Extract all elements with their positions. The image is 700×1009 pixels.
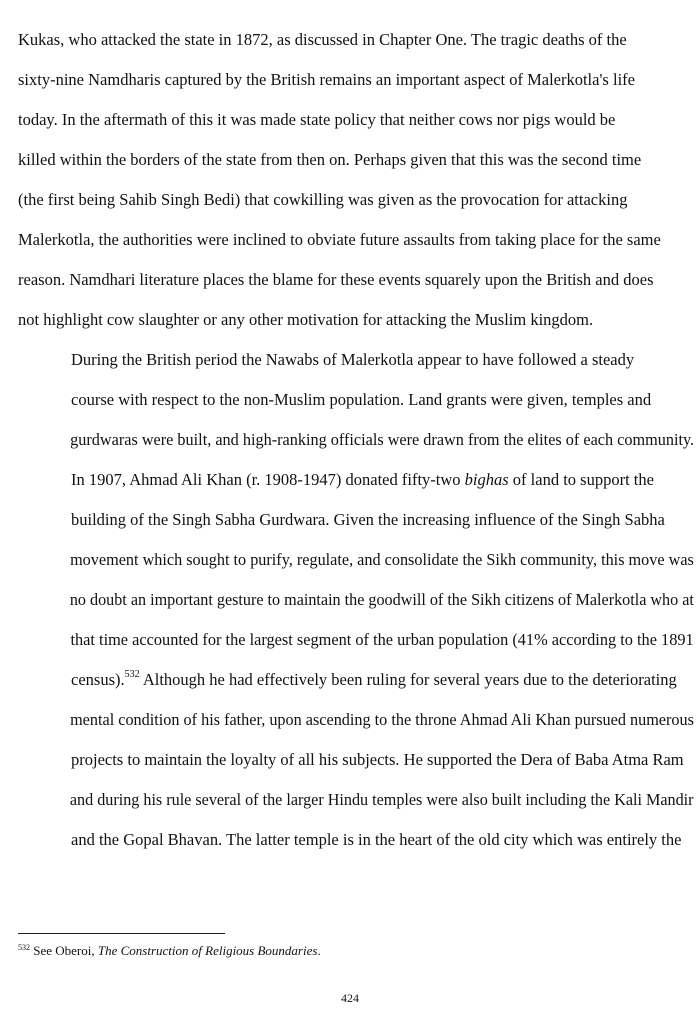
text-run: mental condition of his father, upon ascending to the throne Ahmad Ali Khan pursued numerous <box>70 710 694 729</box>
text-run: projects to maintain the loyalty of all his subjects. He supported the Dera of Baba Atma Ram <box>71 750 684 769</box>
text-line <box>18 740 694 780</box>
page-number: 424 <box>341 991 359 1005</box>
text-line <box>18 620 694 660</box>
footnote-suffix: . <box>317 943 321 958</box>
text-run: (the first being Sahib Singh Bedi) that cowkilling was given as the provocation for attacking <box>18 190 628 209</box>
footnote-532 <box>18 943 321 959</box>
text-line <box>18 420 695 460</box>
paragraph-1 <box>18 20 694 340</box>
text-run: census). <box>71 670 125 689</box>
paragraph-2 <box>18 340 694 860</box>
text-line <box>18 580 694 620</box>
text-run: today. In the aftermath of this it was made state policy that neither cows nor pigs would be <box>18 110 616 129</box>
text-line <box>18 660 694 700</box>
text-run: Kukas, who attacked the state in 1872, as discussed in Chapter One. The tragic deaths of the <box>18 30 627 49</box>
text-line <box>18 700 694 740</box>
text-run: movement which sought to purify, regulate, and consolidate the Sikh community, this move was <box>70 550 694 569</box>
text-run: and during his rule several of the larger Hindu temples were also built including the Kali Mandir <box>69 790 694 809</box>
text-line <box>18 100 694 140</box>
footnote-separator <box>18 933 225 934</box>
text-run: building of the Singh Sabha Gurdwara. Given the increasing influence of the Singh Sabha <box>71 510 665 529</box>
text-run: and the Gopal Bhavan. The latter temple is in the heart of the old city which was entirely the <box>71 830 682 849</box>
text-run: Malerkotla, the authorities were inclined to obviate future assaults from taking place for the same <box>18 230 661 249</box>
text-line <box>18 20 694 60</box>
text-run: Although he had effectively been ruling for several years due to the deteriorating <box>139 670 677 689</box>
text-line <box>18 780 694 820</box>
text-run: that time accounted for the largest segment of the urban population (41% according to the 1891 <box>70 630 694 649</box>
footnote-ref: 532 <box>124 669 140 680</box>
text-line <box>18 820 694 860</box>
text-line <box>18 460 694 500</box>
footnote-cited-title: The Construction of Religious Boundaries <box>97 943 318 958</box>
text-run: reason. Namdhari literature places the blame for these events squarely upon the British and does <box>18 270 654 289</box>
text-line <box>18 300 694 340</box>
text-run: course with respect to the non-Muslim population. Land grants were given, temples and <box>71 390 652 409</box>
footnote-number: 532 <box>18 943 30 952</box>
text-line <box>18 180 694 220</box>
italic-term: bighas <box>464 470 509 489</box>
text-line <box>18 540 694 580</box>
text-line <box>18 380 694 420</box>
text-run: no doubt an important gesture to maintain the goodwill of the Sikh citizens of Malerkotla who at <box>69 590 694 609</box>
text-run: killed within the borders of the state from then on. Perhaps given that this was the second time <box>18 150 642 169</box>
text-line <box>18 220 694 260</box>
text-line <box>18 500 694 540</box>
text-line <box>18 340 694 380</box>
body-text <box>18 20 694 860</box>
footnote-prefix: See Oberoi, <box>30 943 98 958</box>
text-line <box>18 60 694 100</box>
text-run: of land to support the <box>508 470 654 489</box>
text-run: In 1907, Ahmad Ali Khan (r. 1908-1947) donated fifty-two <box>71 470 465 489</box>
text-run: sixty-nine Namdharis captured by the British remains an important aspect of Malerkotla's life <box>18 70 635 89</box>
text-line <box>18 140 694 180</box>
text-line <box>18 260 694 300</box>
text-run: gurdwaras were built, and high-ranking officials were drawn from the elites of each community. <box>70 430 695 449</box>
text-run: not highlight cow slaughter or any other motivation for attacking the Muslim kingdom. <box>18 310 594 329</box>
text-run: During the British period the Nawabs of Malerkotla appear to have followed a steady <box>71 350 635 369</box>
